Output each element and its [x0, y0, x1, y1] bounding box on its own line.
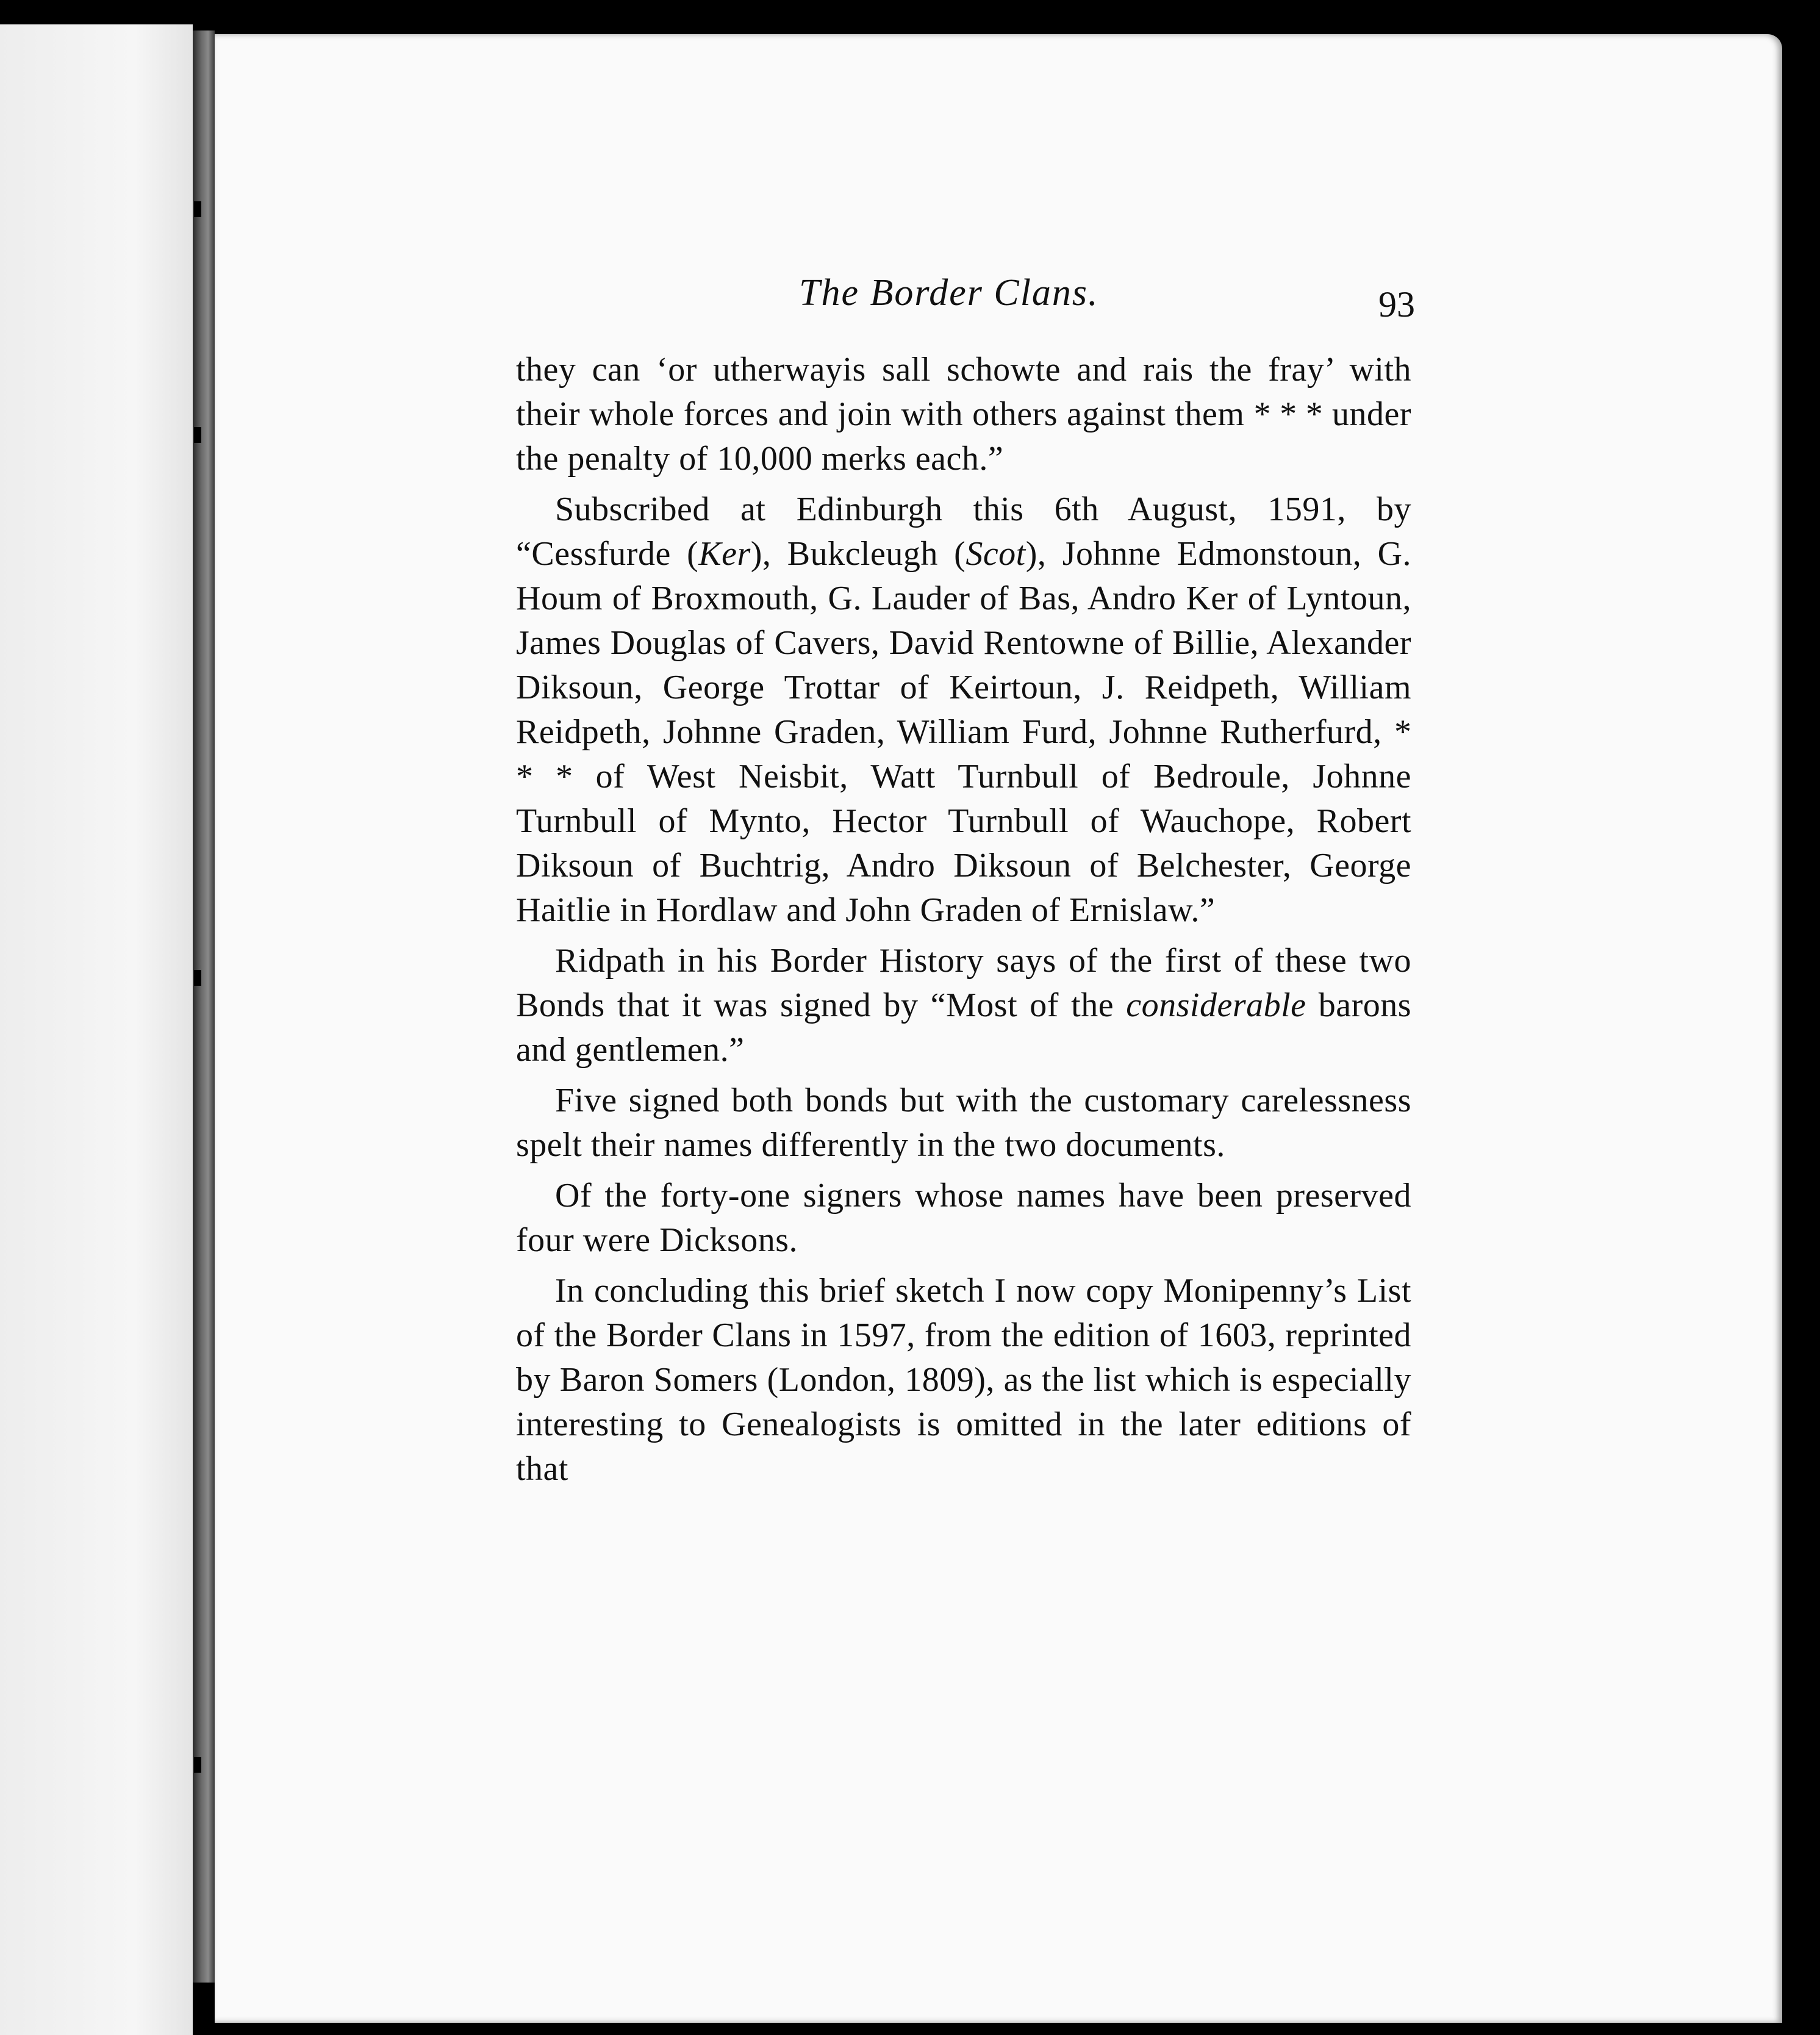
gutter-mark — [194, 427, 201, 443]
ellipsis-stars: * * * — [1253, 395, 1323, 433]
paragraph-3: Ridpath in his Border History says of the first of these two Bonds that it was signed by “Most of the considerable barons and gentlemen.” — [516, 942, 1412, 1069]
gutter-mark — [194, 970, 201, 986]
paragraph-6: In concluding this brief sketch I now copy Monipenny’s List of the Border Clans in 1597, from the edition of 1603, reprinted by Baron Somers (London, 1809), as the list which is especially interesting to Genealogists is omitted in the later editions of that — [516, 1272, 1411, 1488]
page-header — [799, 271, 1415, 357]
facing-page-edge — [0, 24, 193, 2035]
running-head: The Border Clans. — [799, 272, 1099, 314]
gutter-mark — [194, 201, 201, 217]
paragraph-4: Five signed both bonds but with the customary carelessness spelt their names differently in the two documents. — [516, 1082, 1411, 1164]
ellipsis-stars: * * * — [516, 713, 1412, 795]
paragraph-1: they can ‘or utherwayis sall schowte and rais the fray’ with their whole forces and join with others against them * * * under the penalty of 10,000 merks each.” — [516, 351, 1412, 478]
book-gutter — [193, 31, 215, 1983]
paragraph-2: Subscribed at Edinburgh this 6th August, 1591, by “Cessfurde (Ker), Bukcleugh (Scot), Johnne Edmonstoun, G. Houm of Broxmouth, G. Lauder of Bas, Andro Ker of Lyntoun, James Douglas of Cavers, David Rentowne of Billie, Alexander Diksoun, George Trottar of Keirtoun, J. Reidpeth, William Reidpeth, Johnne Graden, William Furd, Johnne Rutherfurd, * * * of West Neisbit, Watt Turnbull of Bedroule, Johnne Turnbull of Mynto, Hector Turnbull of Wauchope, Robert Diksoun of Buchtrig, Andro Diksoun of Belchester, George Haitlie in Hordlaw and John Graden of Ernislaw.” — [516, 490, 1412, 929]
gutter-mark — [194, 1757, 201, 1773]
body-text — [516, 348, 1411, 1498]
paragraph-5: Of the forty-one signers whose names have been preserved four were Dicksons. — [516, 1177, 1411, 1259]
page-number: 93 — [1378, 284, 1415, 325]
